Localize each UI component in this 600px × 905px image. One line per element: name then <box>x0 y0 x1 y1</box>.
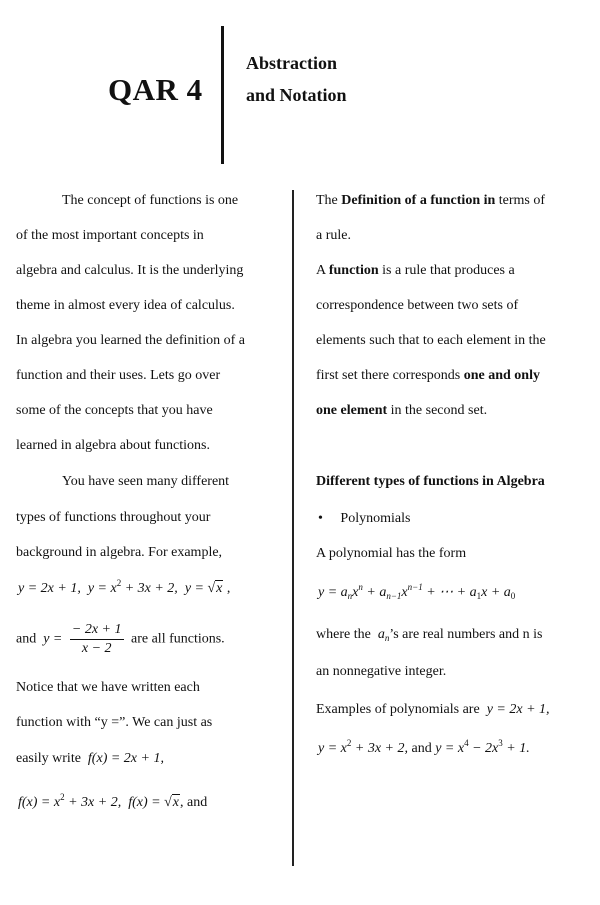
text-line: learned in algebra about functions. <box>16 438 210 453</box>
text-line: types of functions throughout your <box>16 510 211 525</box>
fx-suffix: , and <box>179 795 208 810</box>
examples-line <box>316 702 550 718</box>
formula-fx-linear: f(x) = 2x + 1, <box>87 751 164 766</box>
example-quad-a: y = x <box>318 741 347 756</box>
polynomial-form <box>318 584 515 601</box>
one-element-bold: one element <box>316 403 388 418</box>
text-span: terms of <box>495 193 546 208</box>
function-bold: function <box>328 263 379 278</box>
poly-sup: n <box>358 582 363 592</box>
text-span: ’s are real numbers and n is <box>389 627 543 642</box>
formula-quadratic-a: y = x <box>87 581 117 596</box>
fx-formulas <box>18 792 208 811</box>
poly-sub: 0 <box>510 591 516 601</box>
examples-formulas <box>318 738 530 757</box>
example-quartic-b: − 2x <box>468 741 499 756</box>
formula-sqrt-b: , <box>223 581 231 596</box>
bullet-item <box>318 510 410 527</box>
formula-fx-quad-exp: 2 <box>60 792 65 802</box>
text-span: is a rule that produces a <box>378 263 515 278</box>
examples-text: Examples of polynomials are <box>316 702 480 717</box>
text-line: theme in almost every idea of calculus. <box>16 298 235 313</box>
example-formulas <box>18 578 231 597</box>
poly-term: + ⋯ + a <box>422 585 477 600</box>
example-quartic-exp1: 4 <box>464 738 469 748</box>
definition-line <box>316 192 545 209</box>
text-line: algebra and calculus. It is the underlying <box>16 263 244 278</box>
text-span: in the second set. <box>387 403 488 418</box>
formula-fx-quad-a: f(x) = x <box>18 795 61 810</box>
text-line: of the most important concepts in <box>16 228 204 243</box>
text-line: function and their uses. Lets go over <box>16 368 221 383</box>
formula-fx-quad-b: + 3x + 2, <box>64 795 122 810</box>
fraction-numerator: − 2x + 1 <box>70 622 124 640</box>
text-line: an nonnegative integer. <box>316 664 447 679</box>
definition-para-line <box>316 262 515 279</box>
easily-text: easily write <box>16 751 81 766</box>
definition-para-line <box>316 402 487 419</box>
coef-symbol: a <box>377 627 385 642</box>
where-line <box>316 626 543 643</box>
text-span: first set there corresponds <box>316 368 464 383</box>
text-line: A polynomial has the form <box>316 546 467 561</box>
text-span: where the <box>316 627 375 642</box>
bullet-icon: • <box>318 511 323 526</box>
text-line: some of the concepts that you have <box>16 403 213 418</box>
text-line: Notice that we have written each <box>16 680 200 695</box>
text-line: elements such that to each element in the <box>316 333 546 348</box>
formula-sqrt-a: y = <box>184 581 208 596</box>
text-line: The concept of functions is one <box>62 193 239 208</box>
formula-linear: y = 2x + 1, <box>18 581 81 596</box>
fraction <box>70 622 124 657</box>
fraction-lhs: y = <box>43 631 63 647</box>
poly-sub: 1 <box>476 591 482 601</box>
easily-write-line <box>16 751 164 767</box>
fraction-denominator: x − 2 <box>81 641 112 656</box>
poly-term: x <box>401 585 408 600</box>
poly-term: x <box>352 585 359 600</box>
example-quad-b: + 3x + 2, <box>351 741 408 756</box>
text-span: A <box>316 263 329 278</box>
fraction-suffix: are all functions. <box>131 631 225 647</box>
lesson-title-line1: Abstraction <box>246 53 337 73</box>
definition-bold: Definition of a function in <box>341 193 496 208</box>
text-line: In algebra you learned the definition of a <box>16 333 245 348</box>
definition-para-line <box>316 367 540 384</box>
poly-term: + a <box>362 585 387 600</box>
poly-sup: n−1 <box>407 582 423 592</box>
poly-term: x + a <box>481 585 511 600</box>
and-text: and <box>407 741 436 756</box>
coef-sub: n <box>384 633 390 643</box>
example-quad-exp: 2 <box>346 738 352 748</box>
formula-quadratic-b: + 3x + 2, <box>121 581 178 596</box>
section-heading: Different types of functions in Algebra <box>316 474 545 489</box>
formula-fx-sqrt-radicand: x <box>172 795 179 810</box>
text-line: background in algebra. For example, <box>16 545 223 560</box>
example-linear: y = 2x + 1, <box>486 702 550 717</box>
example-quartic-exp2: 3 <box>498 738 503 748</box>
text-span: The <box>316 193 342 208</box>
text-line: function with “y =”. We can just as <box>16 715 213 730</box>
example-quartic-a: y = x <box>435 741 465 756</box>
formula-quadratic-exp: 2 <box>116 578 122 588</box>
formula-fx-sqrt-a: f(x) = <box>128 795 165 810</box>
header-divider <box>221 26 224 164</box>
formula-sqrt-radicand: x <box>216 581 223 596</box>
example-quartic-c: + 1. <box>502 741 530 756</box>
poly-term: y = a <box>318 585 348 600</box>
one-and-only-bold: one and only <box>463 368 540 383</box>
fraction-prefix: and <box>16 631 37 647</box>
sqrt-symbol: √ <box>207 581 216 596</box>
poly-sub: n <box>347 591 353 601</box>
text-line: correspondence between two sets of <box>316 298 519 313</box>
bullet-label: Polynomials <box>340 511 411 526</box>
sqrt-symbol: √ <box>164 795 172 810</box>
lesson-code: QAR 4 <box>108 72 203 107</box>
column-divider <box>292 190 294 866</box>
text-line: You have seen many different <box>62 474 230 489</box>
lesson-title-line2: and Notation <box>246 85 347 105</box>
fraction-example <box>16 622 225 657</box>
poly-sub: n−1 <box>386 591 402 601</box>
text-line: a rule. <box>316 228 351 243</box>
